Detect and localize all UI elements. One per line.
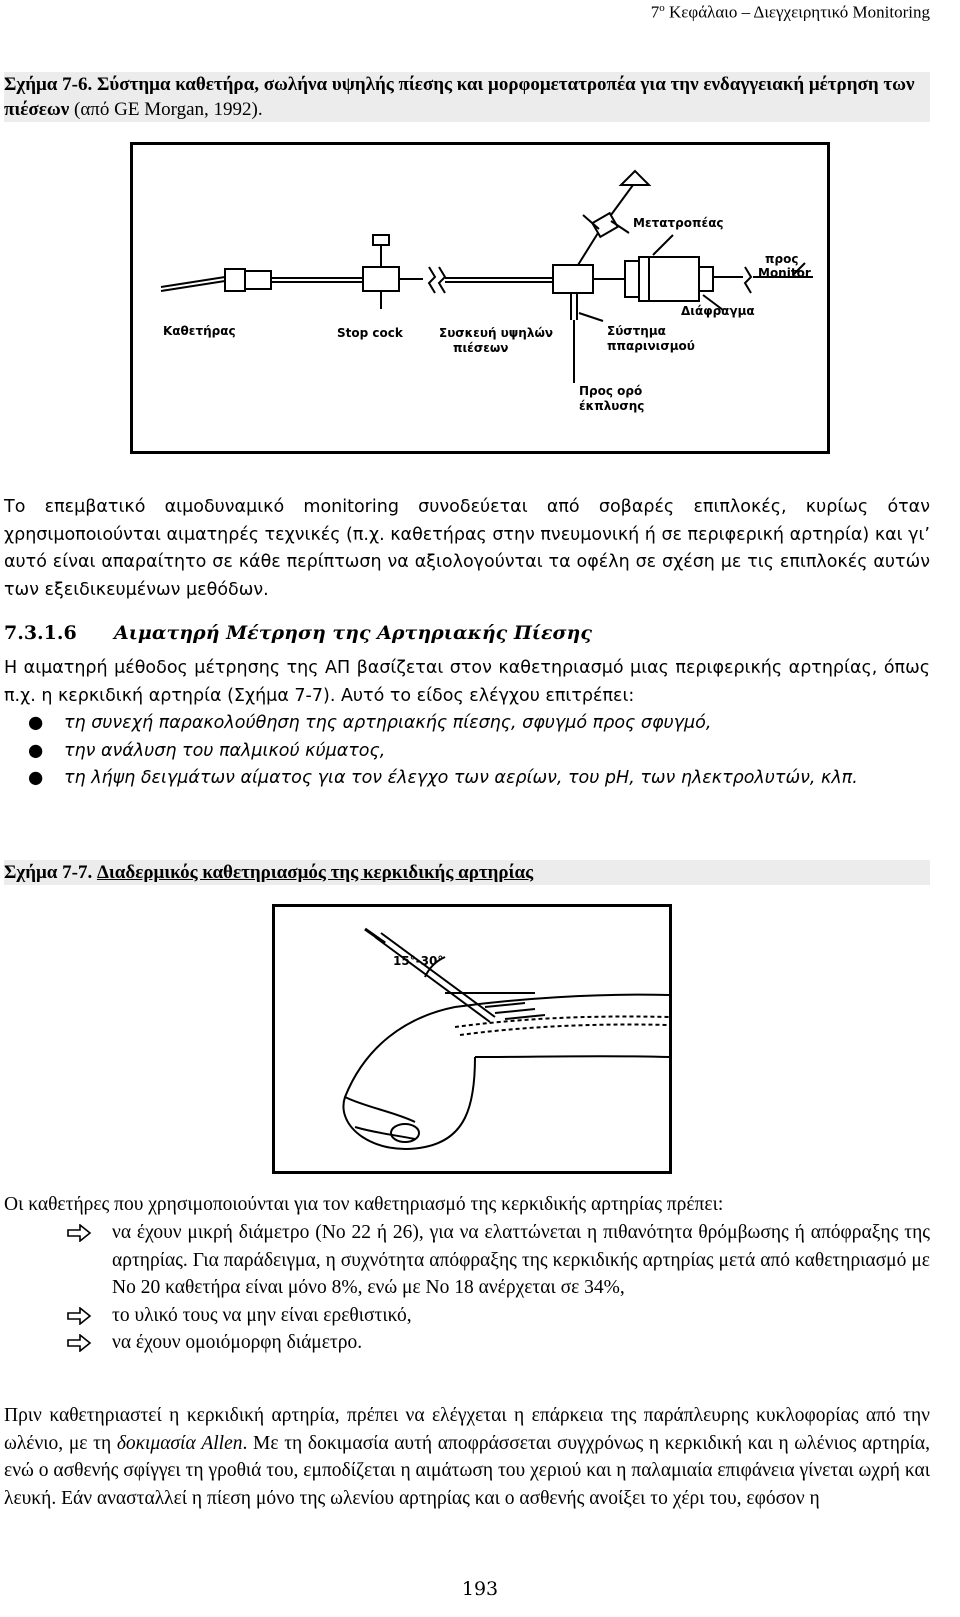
section-title: Αιματηρή Μέτρηση της Αρτηριακής Πίεσης [114, 622, 592, 644]
label-tubing-2: πιέσεων [453, 341, 509, 355]
bullet-icon: ● [28, 740, 44, 761]
page-number: 193 [461, 1578, 499, 1600]
section-number: 7.3.1.6 [4, 622, 77, 644]
list-item: ● τη λήψη δειγμάτων αίματος για τον έλεγχο των αερίων, του pH, των ηλεκτρολυτών, κλπ. [4, 765, 930, 793]
list-item: να έχουν μικρή διάμετρο (Νο 22 ή 26), για να ελαττώνεται η πιθανότητα θρόμβωσης ή απόφραξης της αρτηρίας. Για παράδειγμα, η συχνότητα απόφραξης της κερκιδικής αρτηρίας μετά από καθετηριασμό με Νο 20 καθετήρα είναι μόνο 8%, ενώ με Νο 18 ανέρχεται σε 34%, [4, 1219, 930, 1302]
label-monitor-2: Monitor [758, 266, 811, 280]
requirements-list [4, 1219, 930, 1357]
label-flush-1: Σύστημα [607, 324, 666, 338]
label-saline-1: Προς ορό [579, 384, 643, 398]
figure-7-6-diagram [130, 142, 830, 454]
label-transducer: Μετατροπέας [633, 216, 724, 230]
figure-7-6-caption [4, 72, 930, 122]
figure-7-6-source: (από GE Morgan, 1992). [74, 99, 263, 120]
arrow-right-icon [66, 1307, 92, 1325]
bullet-icon: ● [28, 713, 44, 733]
label-diaphragm: Διάφραγμα [681, 304, 755, 318]
running-header-text: Κεφάλαιο – Διεγχειρητικό Monitoring [668, 2, 930, 22]
list-item: το υλικό τους να μην είναι ερεθιστικό, [4, 1302, 930, 1330]
arrow-right-icon [66, 1334, 92, 1352]
label-stopcock: Stop cock [337, 326, 403, 340]
allen-test-term: δοκιμασία Allen [116, 1432, 243, 1454]
list-item: ● τη συνεχή παρακολούθηση της αρτηριακής πίεσης, σφυγμό προς σφυγμό, [4, 710, 930, 738]
advantages-list [4, 710, 930, 793]
paragraph-catheter-requirements: Οι καθετήρες που χρησιμοποιούνται για τον καθετηριασμό της κερκιδικής αρτηρίας πρέπει: [4, 1194, 724, 1215]
label-saline-2: έκπλυσης [579, 399, 645, 413]
label-catheter: Καθετήρας [163, 324, 236, 338]
section-heading [4, 622, 930, 644]
figure-7-6-label: Σχήμα 7-6. [4, 74, 93, 95]
arrow-right-icon [66, 1224, 92, 1242]
paragraph-complications: Το επεμβατικό αιμοδυναμικό monitoring συνοδεύεται από σοβαρές επιπλοκές, κυρίως όταν χρησιμοποιούνται αιματηρές τεχνικές (π.χ. καθετήρας στην πνευμονική ή σε περιφερική αρτηρία) και γι’ αυτό είναι απαραίτητο σε κάθε περίπτωση να αξιολογούνται τα οφέλη σε σχέση με τις επιπλοκές αυτών των εξειδικευμένων μεθόδων. [4, 497, 930, 600]
paragraph-allen-test: Πριν καθετηριαστεί η κερκιδική αρτηρία, πρέπει να ελέγχεται η επάρκεια της παράπλευρης κυκλοφορίας από την ωλένιο, με τη δοκιμασία Allen. Με τη δοκιμασία αυτή αποφράσσεται συγχρόνως η κερκιδική και η ωλένιος αρτηρία, ενώ ο ασθενής σφίγγει τη γροθιά του, εμποδίζεται η αιμάτωση του χεριού και η παλαμιαία επιφάνεια γίνεται ωχρή και λευκή. Εάν ανασταλλεί η πίεση μόνο της ωλενίου αρτηρίας και ο ασθενής ανοίξει το χέρι του, εφόσον η [4, 1405, 931, 1509]
label-flush-2: ππαρινισμού [607, 339, 695, 353]
running-header: $7^o$ Κεφάλαιο – Διεγχειρητικό Monitoring [650, 2, 930, 22]
figure-7-7-title: Διαδερμικός καθετηριασμός της κερκιδικής αρτηρίας [96, 862, 534, 883]
label-tubing-1: Συσκευή υψηλών [439, 326, 554, 340]
paragraph-invasive-method: Η αιματηρή μέθοδος μέτρησης της ΑΠ βασίζεται στον καθετηριασμό μιας περιφερικής αρτηρίας, όπως π.χ. η κερκιδική αρτηρία (Σχήμα 7-7). Αυτό το είδος ελέγχου επιτρέπει: [4, 658, 930, 706]
list-item: ● την ανάλυση του παλμικού κύματος, [4, 738, 930, 766]
radial-artery-cannulation-drawing [275, 907, 669, 1171]
catheter-system-drawing [133, 145, 827, 451]
figure-7-7-label: Σχήμα 7-7. [4, 862, 93, 883]
figure-7-6-title: Σύστημα καθετήρα, σωλήνα υψηλής πίεσης και μορφομετατροπέα για την ενδαγγειακή μέτρηση των πιέσεων [4, 74, 915, 120]
figure-7-7-drawing [272, 904, 672, 1174]
list-item: να έχουν ομοιόμορφη διάμετρο. [4, 1329, 930, 1357]
bullet-icon: ● [28, 768, 44, 788]
angle-label: 15°-30° [393, 954, 444, 968]
label-monitor-1: προς [765, 252, 799, 266]
figure-7-7-caption [4, 860, 930, 885]
